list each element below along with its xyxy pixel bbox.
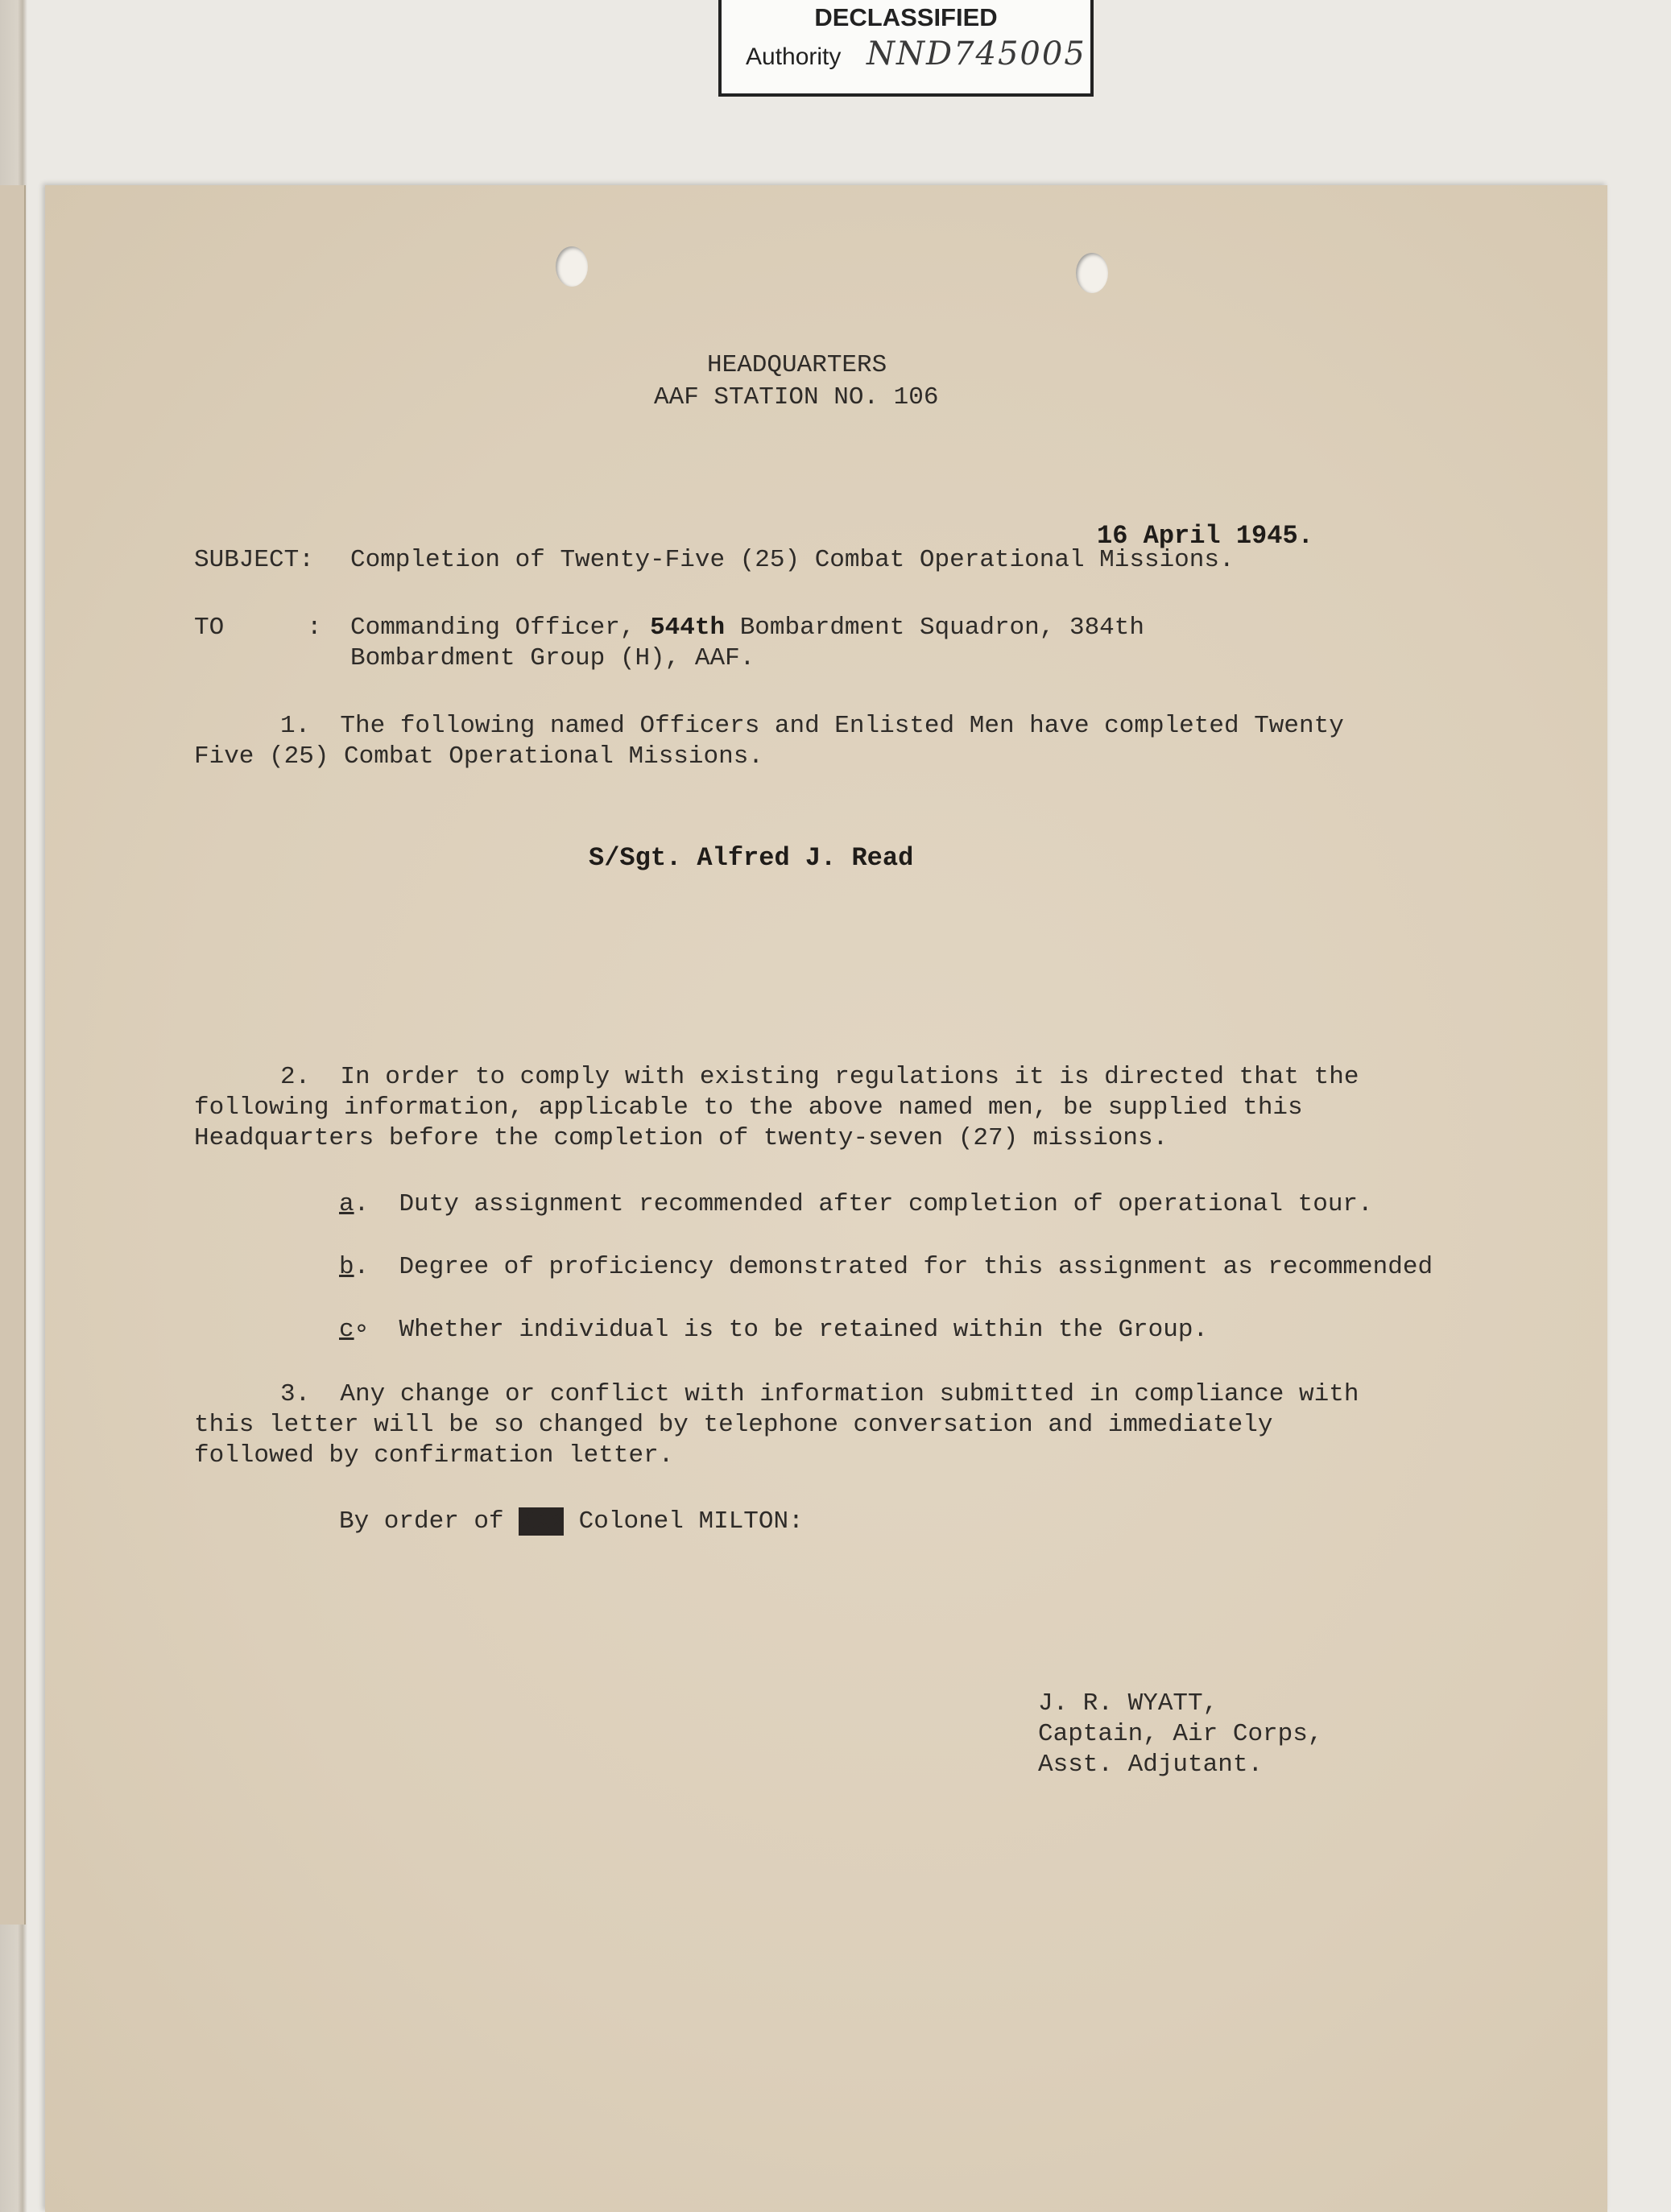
item-c (339, 1317, 1208, 1342)
to-line1 (350, 615, 1144, 640)
letterhead-station: AAF STATION NO. 106 (654, 383, 939, 411)
by-order-line (339, 1509, 804, 1534)
stamp-title: DECLASSIFIED (814, 3, 998, 31)
item-a (339, 1192, 1373, 1217)
stamp-authority-value: NND745005 (867, 35, 1086, 72)
item-c-letter: c (339, 1316, 354, 1344)
struck-out-text: XXX (519, 1507, 565, 1536)
subject-label: SUBJECT: (194, 546, 314, 574)
item-b-dot: . (354, 1253, 370, 1281)
letterhead-headquarters: HEADQUARTERS (707, 351, 887, 379)
item-b-letter: b (339, 1253, 354, 1281)
item-b (339, 1255, 1433, 1280)
to-squadron: 544th (650, 614, 726, 642)
punch-hole-right (1076, 253, 1108, 293)
stamp-authority-label: Authority (746, 43, 842, 70)
para1-line1: 1. The following named Officers and Enlisted Men have completed Twenty (280, 712, 1344, 740)
to-colon: : (307, 614, 322, 642)
item-c-text: Whether individual is to be retained within the Group. (399, 1316, 1209, 1344)
to-line1-end: Bombardment Squadron, 384th (739, 614, 1144, 642)
item-c-dot: ∘ (354, 1316, 370, 1344)
letter-date: 16 April 1945. (1097, 521, 1313, 551)
signer-title: Asst. Adjutant. (1038, 1751, 1264, 1779)
para3-line1: 3. Any change or conflict with information submitted in compliance with (280, 1380, 1359, 1408)
named-person: S/Sgt. Alfred J. Read (589, 843, 914, 873)
to-line2: Bombardment Group (H), AAF. (350, 644, 755, 672)
para2-line1: 2. In order to comply with existing regulations it is directed that the (280, 1063, 1359, 1091)
to-line1-start: Commanding Officer, (350, 614, 635, 642)
by-order-end: Colonel MILTON: (578, 1507, 804, 1536)
signer-rank: Captain, Air Corps, (1038, 1720, 1323, 1748)
to-label: TO (194, 614, 225, 642)
by-order-start: By order of (339, 1507, 504, 1536)
para1-line2: Five (25) Combat Operational Missions. (194, 742, 763, 771)
adjacent-page-edge (0, 185, 26, 1925)
para3-line2: this letter will be so changed by telephone conversation and immediately (194, 1411, 1273, 1439)
para2-line3: Headquarters before the completion of twenty-seven (27) missions. (194, 1124, 1168, 1152)
para2-line2: following information, applicable to the above named men, be supplied this (194, 1094, 1303, 1122)
item-a-dot: . (354, 1190, 370, 1218)
subject-text: Completion of Twenty-Five (25) Combat Operational Missions. (350, 546, 1235, 574)
declassified-stamp (718, 0, 1094, 97)
signer-name: J. R. WYATT, (1038, 1689, 1218, 1718)
item-b-text: Degree of proficiency demonstrated for this assignment as recommended (399, 1253, 1433, 1281)
document-page (45, 185, 1607, 2212)
item-a-letter: a (339, 1190, 354, 1218)
item-a-text: Duty assignment recommended after completion of operational tour. (399, 1190, 1373, 1218)
para3-line3: followed by confirmation letter. (194, 1441, 674, 1470)
punch-hole-left (556, 246, 588, 287)
